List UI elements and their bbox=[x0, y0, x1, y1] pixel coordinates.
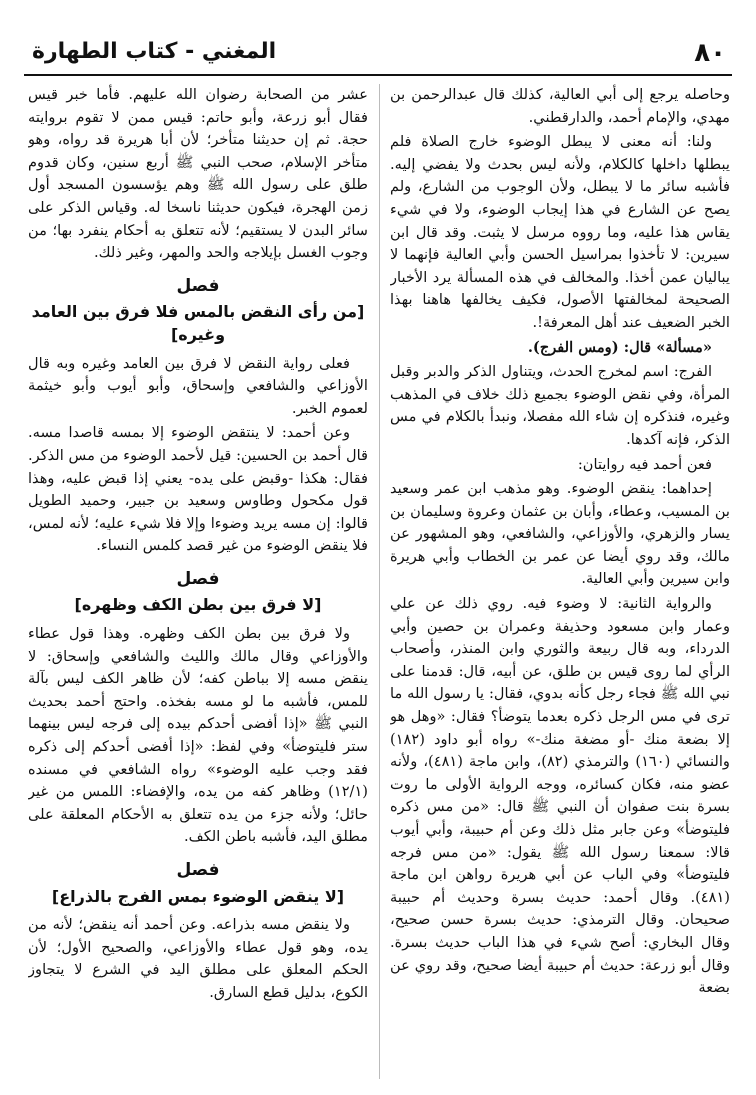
paragraph: الفرج: اسم لمخرج الحدث، ويتناول الذكر والدبر وقبل المرأة، وفي نقض الوضوء بجميع ذلك خلاف في المذهب وغيره، فنذكره إن شاء الله مفصلا، ونبدأ بالكلام في مس الذكر، فإنه آكدها. bbox=[390, 363, 730, 448]
section-heading: [من رأى النقض بالمس فلا فرق بين العامد وغيره] bbox=[31, 302, 365, 344]
paragraph: وعن أحمد: لا ينتقض الوضوء إلا بمسه قاصدا مسه. قال أحمد بن الحسين: قيل لأحمد الوضوء من مس الذكر. فقال: هكذا -وقبض على يده- يعني إذا قبض عليه، وهذا قول مكحول وطاوس وسعيد بن جبير، وحميد الطويل قالوا: إن مسه يريد وضوءا وإلا فلا شيء عليه؛ لأنه لمس، فلا ينقض الوضوء من غير قصد كلمس النساء. bbox=[28, 424, 368, 555]
paragraph: ولا فرق بين بطن الكف وظهره. وهذا قول عطاء والأوزاعي وقال مالك والليث والشافعي وإسحاق: لا ينقض مسه إلا بباطن كفه؛ لأن ظاهر الكف ليس بآلة للمس، فأشبه ما لو مسه بفخذه. واحتج أحمد بحديث النبي ﷺ «إذا أفضى أحدكم بيده إلى فرجه ليس بينهما ستر فليتوضأ» وفي لفظ: «إذا أفضى أحدكم إلى ذكره فقد وجب عليه الوضوء» رواه الشافعي في مسنده (١٢/١) وظاهر كفه من يده، والإفضاء: اللمس من غير حائل؛ ولأنه جزء من يده تتعلق به الأحكام المعلقة على مطلق اليد، فأشبه باطن الكف. bbox=[28, 625, 368, 846]
paragraph: فعن أحمد فيه روايتان: bbox=[577, 455, 712, 473]
paragraph: ولا ينقض مسه بذراعه. وعن أحمد أنه ينقض؛ لأنه من يده، وهو قول عطاء والأوزاعي، والصحيح الأول؛ لأن الحكم المعلق على مطلق اليد في الشرع لا يتجاوز الكوع، بدليل قطع السارق. bbox=[28, 916, 368, 1001]
page-number: ٨٠ bbox=[694, 38, 726, 68]
page-header bbox=[24, 34, 732, 76]
issue-heading: «مسألة» قال: (ومس الفرج). bbox=[527, 338, 712, 356]
paragraph: إحداهما: ينقض الوضوء. وهو مذهب ابن عمر وسعيد بن المسيب، وعطاء، وأبان بن عثمان وعروة وسليمان بن يسار والزهري، والأوزاعي، والشافعي، وهو المشهور عن مالك، وقد روي أيضا عن عمر بن الخطاب وأبي هريرة وابن سيرين وأبي العالية. bbox=[390, 480, 730, 588]
running-title: المغني - كتاب الطهارة bbox=[32, 39, 277, 64]
paragraph: ولنا: أنه معنى لا يبطل الوضوء خارج الصلاة فلم يبطلها داخلها كالكلام، ولأنه ليس بحدث ولا يفضي إليه. فأشبه سائر ما لا يبطل، ولأن الوجوب من الشارع، ولم يصح عن الشارع في هذا إيجاب الوضوء، ولا في شيء يقاس هذا عليه، وما رووه مرسل لا يثبت. وقد قال ابن سيرين: لا تأخذوا بمراسيل الحسن وأبي العالية فإنهما لا يباليان عمن أخذا. والمخالف في هذه المسألة يرد الأخبار الصحيحة لمخالفتها الأصول، فكيف يخالفها هاهنا بهذا الخبر الضعيف عند أهل المعرفة!. bbox=[390, 133, 730, 331]
paragraph: عشر من الصحابة رضوان الله عليهم. فأما خبر قيس فقال أبو زرعة، وأبو حاتم: قيس ممن لا تقوم بروايته حجة. ثم إن حديثنا متأخر؛ لأن أبا هريرة قد رواه، وهو متأخر الإسلام، صحب النبي ﷺ أربع سنين، وكان قدوم طلق على رسول الله ﷺ وهم يؤسسون المسجد أول زمن الهجرة، فيكون حديثنا ناسخا له. وقياس الذكر على سائر البدن لا يستقيم؛ لأنه تتعلق به أحكام ينفرد بها؛ من وجوب الغسل بإيلاجه والحد والمهر، وغير ذلك. bbox=[28, 86, 368, 262]
section-heading: [لا فرق بين بطن الكف وظهره] bbox=[74, 595, 322, 615]
section-title: فصل bbox=[176, 860, 220, 880]
section-title: فصل bbox=[176, 568, 220, 589]
right-column bbox=[390, 84, 730, 1079]
section-title: فصل bbox=[176, 275, 220, 296]
paragraph: والرواية الثانية: لا وضوء فيه. روي ذلك عن علي وعمار وابن مسعود وحذيفة وعمران بن حصين وأبي الدرداء، وبه قال ربيعة والثوري وابن المنذر، وأصحاب الرأي لما روى قيس بن طلق، عن أبيه، قال: قدمنا على نبي الله ﷺ فجاء رجل كأنه بدوي، فقال: يا رسول الله ما ترى في مس الرجل ذكره بعدما يتوضأ؟ فقال: «وهل هو إلا بضعة منك -أو مضغة منك-» رواه أبو داود (١٨٢) والنسائي (١٦٠) والترمذي (٨٢)، وابن ماجة (٤٨١)، ولأنه عضو منه، فكان كسائره، ووجه الرواية الأولى ما روت بسرة بنت صفوان أن النبي ﷺ قال: «من مس ذكره فليتوضأ» وعن جابر مثل ذلك وعن أم حبيبة، وأبي أيوب قالا: سمعنا رسول الله ﷺ يقول: «من مس فرجه فليتوضأ» وفي الباب عن أبي هريرة رواهن ابن ماجة (٤٨١). وقال أحمد: حديث بسرة وحديث أم حبيبة صحيحان. وقال الترمذي: حديث بسرة حسن صحيح، وقال البخاري: أصح شيء في هذا الباب حديث بسرة. وقال أبو زرعة: حديث أم حبيبة أيضا صحيح، وقد روي عن بضعة bbox=[390, 595, 730, 997]
paragraph: فعلى رواية النقض لا فرق بين العامد وغيره وبه قال الأوزاعي والشافعي وإسحاق، وأبو أيوب وأبو خيثمة لعموم الخبر. bbox=[28, 354, 368, 417]
section-heading: [لا ينقض الوضوء بمس الفرج بالذراع] bbox=[51, 886, 345, 906]
column-divider bbox=[379, 84, 380, 1079]
left-column bbox=[28, 84, 368, 1079]
paragraph: وحاصله يرجع إلى أبي العالية، كذلك قال عبدالرحمن بن مهدي، والإمام أحمد، والدارقطني. bbox=[390, 86, 730, 126]
